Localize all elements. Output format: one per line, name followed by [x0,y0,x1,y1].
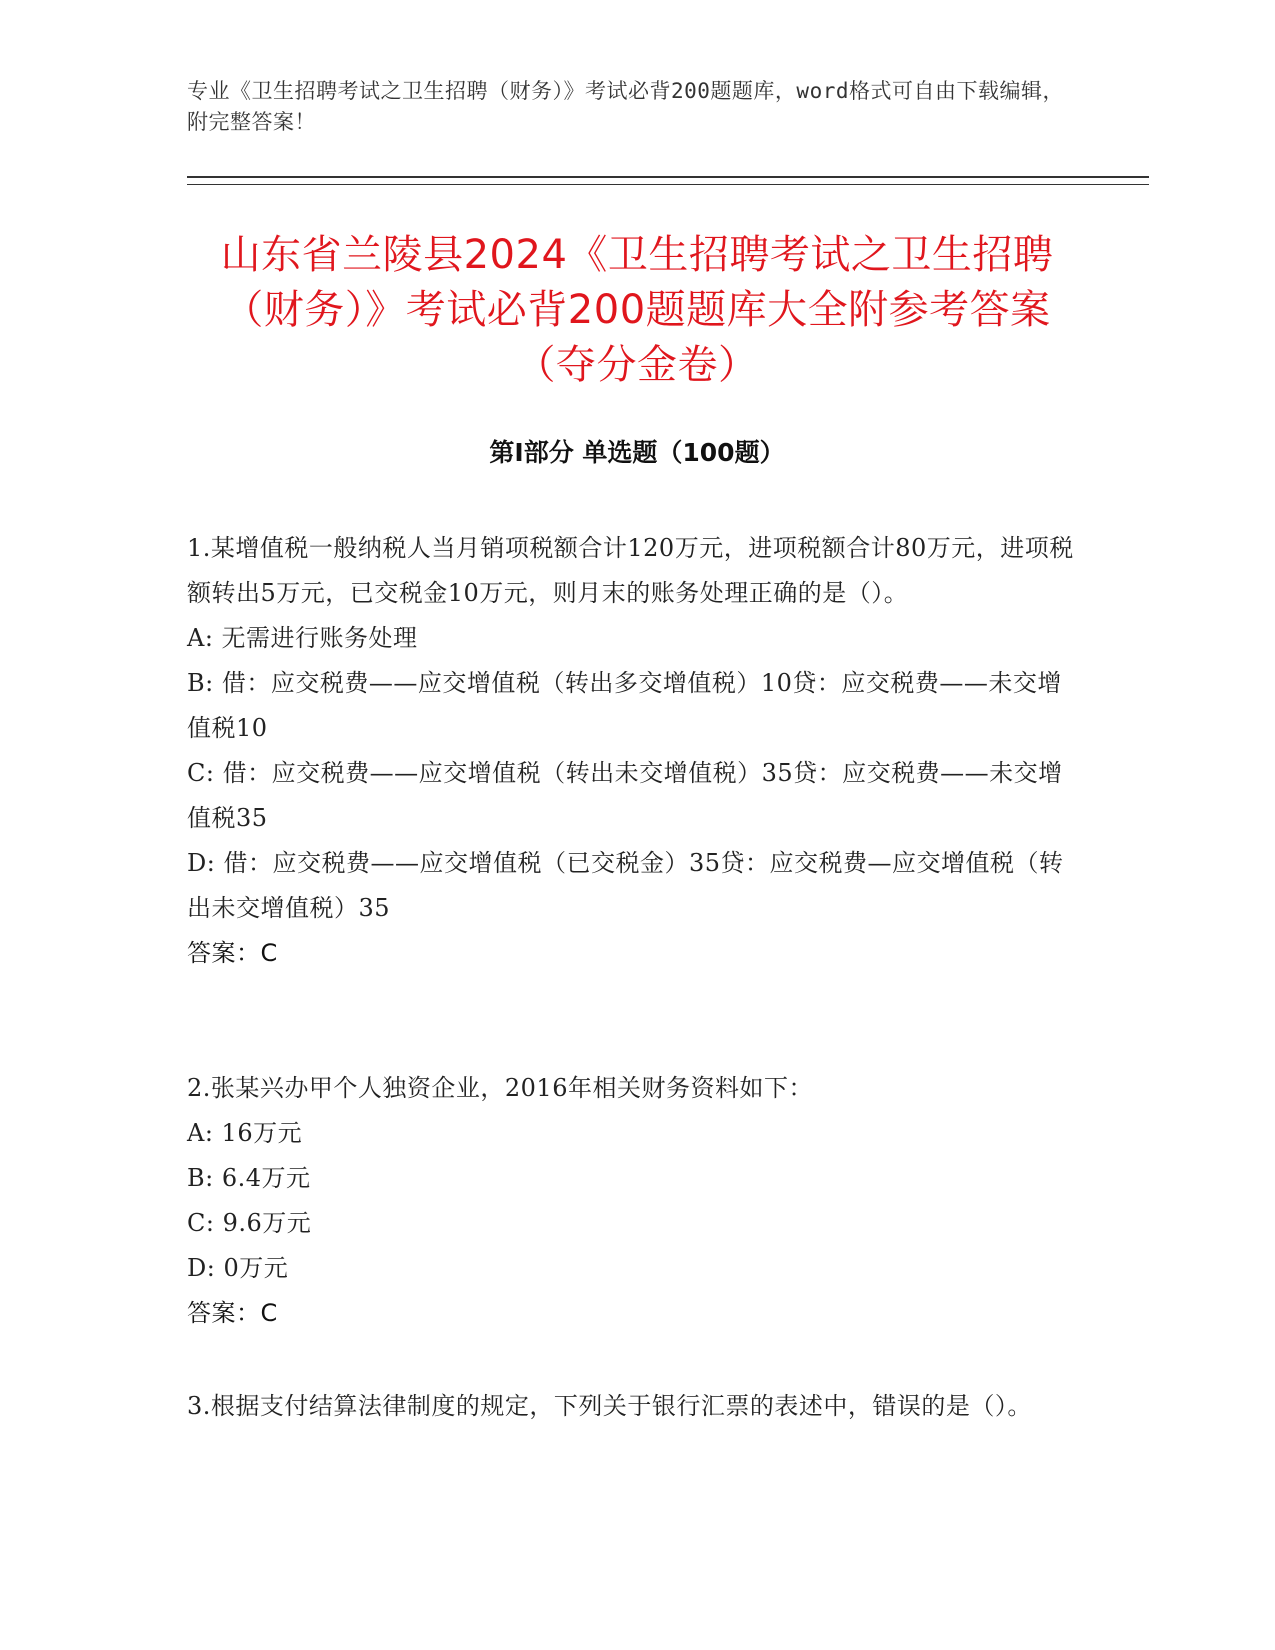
header-divider-thick [187,176,1149,178]
option-b: B: 6.4万元 [187,1164,311,1192]
option-c: C: 借：应交税费——应交增值税（转出未交增值税）35贷：应交税费——未交增值税35 [187,759,1063,832]
option-b: B: 借：应交税费——应交增值税（转出多交增值税）10贷：应交税费——未交增值税10 [187,669,1062,742]
option-a: A: 16万元 [187,1119,303,1147]
question-stem: 2.张某兴办甲个人独资企业，2016年相关财务资料如下： [187,1074,813,1102]
answer: 答案：C [187,1299,278,1327]
question-3 [187,1384,1077,1429]
header-divider-thin [187,184,1149,185]
option-d: D: 0万元 [187,1254,289,1282]
question-2 [187,1066,1077,1336]
document-title: 山东省兰陵县2024《卫生招聘考试之卫生招聘（财务）》考试必背200题题库大全附参考答案（夺分金卷） [220,232,1054,388]
answer: 答案：C [187,939,278,967]
option-a: A: 无需进行账务处理 [187,624,418,652]
question-1 [187,526,1077,976]
option-c: C: 9.6万元 [187,1209,312,1237]
option-d: D: 借：应交税费——应交增值税（已交税金）35贷：应交税费—应交增值税（转出未交增值税）35 [187,849,1064,922]
header-note: 专业《卫生招聘考试之卫生招聘（财务）》考试必背200题题库，word格式可自由下载编辑，附完整答案！ [187,79,1064,134]
question-stem: 1.某增值税一般纳税人当月销项税额合计120万元，进项税额合计80万元，进项税额转出5万元，已交税金10万元，则月末的账务处理正确的是（）。 [187,534,1074,607]
section-heading: 第Ⅰ部分 单选题（100题） [489,438,785,467]
question-stem: 3.根据支付结算法律制度的规定，下列关于银行汇票的表述中，错误的是（）。 [187,1392,1032,1420]
